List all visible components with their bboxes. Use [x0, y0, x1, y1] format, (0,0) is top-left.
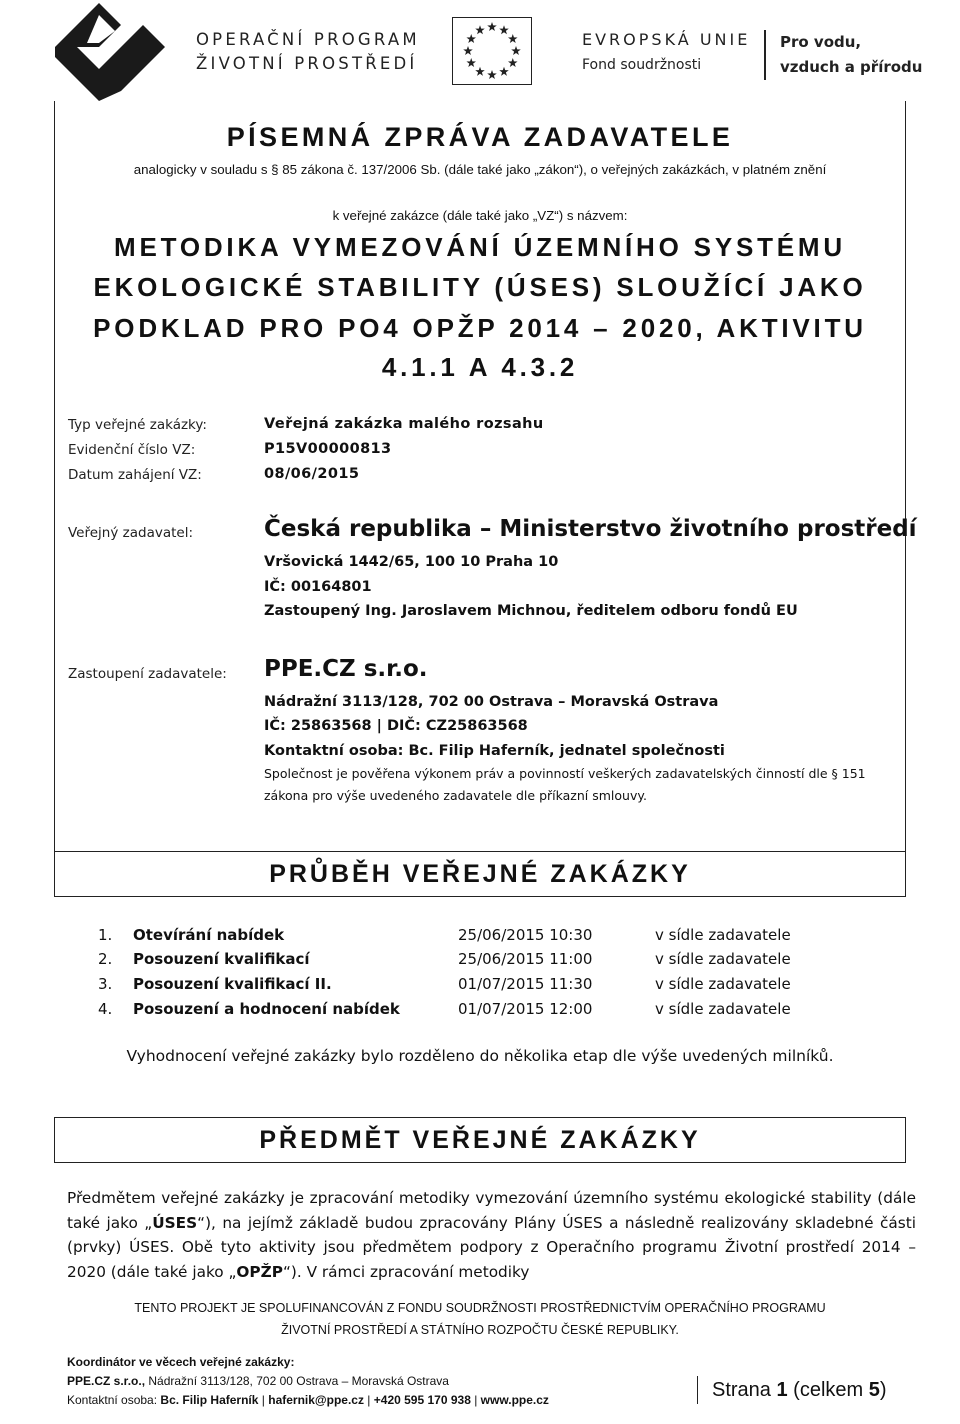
type-label: Typ veřejné zakázky:: [68, 417, 207, 433]
milestone-name: Posouzení kvalifikací: [133, 950, 310, 968]
op-name-line1: OPERAČNÍ PROGRAM: [196, 30, 420, 49]
id-label: Evidenční číslo VZ:: [68, 442, 196, 458]
agent-label: Zastoupení zadavatele:: [68, 666, 227, 682]
agent-contact: Kontaktní osoba: Bc. Filip Haferník, jednatel společnosti: [264, 743, 725, 759]
subject-text-a: Předmětem veřejné zakázky je zpracování metodiky vymezování územního systému ekologické stability (dále také jako „: [67, 1189, 916, 1232]
agent-address: Nádražní 3113/128, 702 00 Ostrava – Moravská Ostrava: [264, 694, 719, 710]
contract-name-line1: METODIKA VYMEZOVÁNÍ ÚZEMNÍHO SYSTÉMU: [114, 232, 846, 262]
contract-name-intro: k veřejné zakázce (dále také jako „VZ“) s názvem:: [332, 208, 628, 223]
document-title: PÍSEMNÁ ZPRÁVA ZADAVATELE: [226, 122, 734, 152]
contracting-label: Veřejný zadavatel:: [68, 525, 194, 541]
contracting-ic: IČ: 00164801: [264, 579, 372, 595]
milestone-num: 3.: [98, 975, 113, 993]
agent-ids: IČ: 25863568 | DIČ: CZ25863568: [264, 718, 528, 734]
cofinancing-line2: ŽIVOTNÍ PROSTŘEDÍ A STÁTNÍHO ROZPOČTU ČESKÉ REPUBLIKY.: [281, 1323, 679, 1337]
contracting-name: Česká republika – Ministerstvo životního prostředí: [264, 516, 917, 542]
subject-text-uses: ÚSES: [152, 1213, 198, 1232]
agent-note-line2: zákona pro výše uvedeného zadavatele dle příkazní smlouvy.: [264, 788, 647, 803]
subject-heading: PŘEDMĚT VEŘEJNÉ ZAKÁZKY: [54, 1117, 906, 1163]
page-mid: (celkem: [787, 1379, 869, 1401]
coordinator-company: PPE.CZ s.r.o.,: [67, 1374, 146, 1388]
type-value: Veřejná zakázka malého rozsahu: [264, 416, 544, 432]
motto-line2: vzduch a přírodu: [780, 58, 923, 76]
milestone-place: v sídle zadavatele: [655, 950, 791, 968]
contract-name-line3: PODKLAD PRO PO4 OPŽP 2014 – 2020, AKTIVITU: [93, 313, 867, 343]
coordinator-street: Nádražní 3113/128, 702 00 Ostrava – Moravská Ostrava: [145, 1374, 449, 1388]
eu-flag-icon: [452, 17, 532, 85]
contracting-representative: Zastoupený Ing. Jaroslavem Michnou, ředitelem odboru fondů EU: [264, 603, 798, 619]
milestone-num: 1.: [98, 926, 113, 944]
milestone-name: Posouzení a hodnocení nabídek: [133, 1000, 400, 1018]
page-indicator: [697, 1376, 887, 1404]
coordinator-label: Koordinátor ve věcech veřejné zakázky:: [67, 1355, 295, 1369]
contract-name-line4: 4.1.1 A 4.3.2: [381, 352, 579, 382]
milestone-place: v sídle zadavatele: [655, 975, 791, 993]
milestone-num: 2.: [98, 950, 113, 968]
coordinator-contact-label: Kontaktní osoba:: [67, 1393, 161, 1407]
milestone-place: v sídle zadavatele: [655, 926, 791, 944]
milestone-num: 4.: [98, 1000, 113, 1018]
date-label: Datum zahájení VZ:: [68, 467, 202, 483]
separator: |: [470, 1393, 481, 1407]
coordinator-contact: [67, 1393, 549, 1407]
contracting-address: Vršovická 1442/65, 100 10 Praha 10: [264, 554, 559, 570]
milestone-date: 01/07/2015 12:00: [458, 1000, 593, 1018]
page-word: Strana: [712, 1379, 777, 1401]
page-end: ): [879, 1379, 887, 1401]
coordinator-email-link[interactable]: hafernik@ppe.cz: [268, 1393, 364, 1407]
motto-line1: Pro vodu,: [780, 33, 862, 51]
subject-text-c: “), na jejímž základě budou zpracovány Plány ÚSES a následně realizovány skladebné části (prvky) ÚSES. Obě tyto aktivity jsou předmětem podpory z Operačního programu Životní prostředí 2014 – 2020 (dále také jako „: [67, 1213, 916, 1281]
op-name-line2: ŽIVOTNÍ PROSTŘEDÍ: [196, 54, 418, 73]
coordinator-contact-name: Bc. Filip Haferník: [160, 1393, 259, 1407]
separator: |: [363, 1393, 374, 1407]
eu-name: EVROPSKÁ UNIE: [582, 30, 751, 49]
progress-heading: PRŮBĚH VEŘEJNÉ ZAKÁZKY: [54, 851, 906, 897]
milestone-date: 01/07/2015 11:30: [458, 975, 593, 993]
document-subtitle: analogicky v souladu s § 85 zákona č. 137/2006 Sb. (dále také jako „zákon“), o veřejných zakázkách, v platném znění: [133, 162, 827, 177]
milestone-place: v sídle zadavatele: [655, 1000, 791, 1018]
header-divider: [764, 30, 766, 80]
page-number: 1: [776, 1379, 788, 1401]
agent-name: PPE.CZ s.r.o.: [264, 656, 428, 682]
page-total: 5: [868, 1379, 880, 1401]
coordinator-web-link[interactable]: www.ppe.cz: [480, 1393, 549, 1407]
evaluation-text: Vyhodnocení veřejné zakázky bylo rozděleno do několika etap dle výše uvedených milníků.: [126, 1047, 834, 1065]
milestone-date: 25/06/2015 11:00: [458, 950, 593, 968]
milestone-name: Otevírání nabídek: [133, 926, 285, 944]
fund-name: Fond soudržnosti: [582, 57, 702, 73]
milestone-name: Posouzení kvalifikací II.: [133, 975, 332, 993]
id-value: P15V00000813: [264, 441, 392, 457]
agent-note-line1: Společnost je pověřena výkonem práv a povinností veškerých zadavatelských činností dle § 151: [264, 766, 866, 781]
separator: |: [258, 1393, 269, 1407]
cofinancing-line1: TENTO PROJEKT JE SPOLUFINANCOVÁN Z FONDU SOUDRŽNOSTI PROSTŘEDNICTVÍM OPERAČNÍHO PROGRAMU: [134, 1301, 826, 1315]
milestone-date: 25/06/2015 10:30: [458, 926, 593, 944]
contract-name-line2: EKOLOGICKÉ STABILITY (ÚSES) SLOUŽÍCÍ JAKO: [93, 272, 867, 302]
subject-paragraph: [67, 1186, 916, 1284]
coordinator-address: [67, 1374, 449, 1388]
subject-text-opzp: OPŽP: [236, 1262, 283, 1281]
subject-text-e: “). V rámci zpracování metodiky: [282, 1262, 530, 1281]
op-zp-logo-icon: [45, 3, 175, 101]
date-value: 08/06/2015: [264, 466, 360, 482]
coordinator-phone: +420 595 170 938: [373, 1393, 471, 1407]
